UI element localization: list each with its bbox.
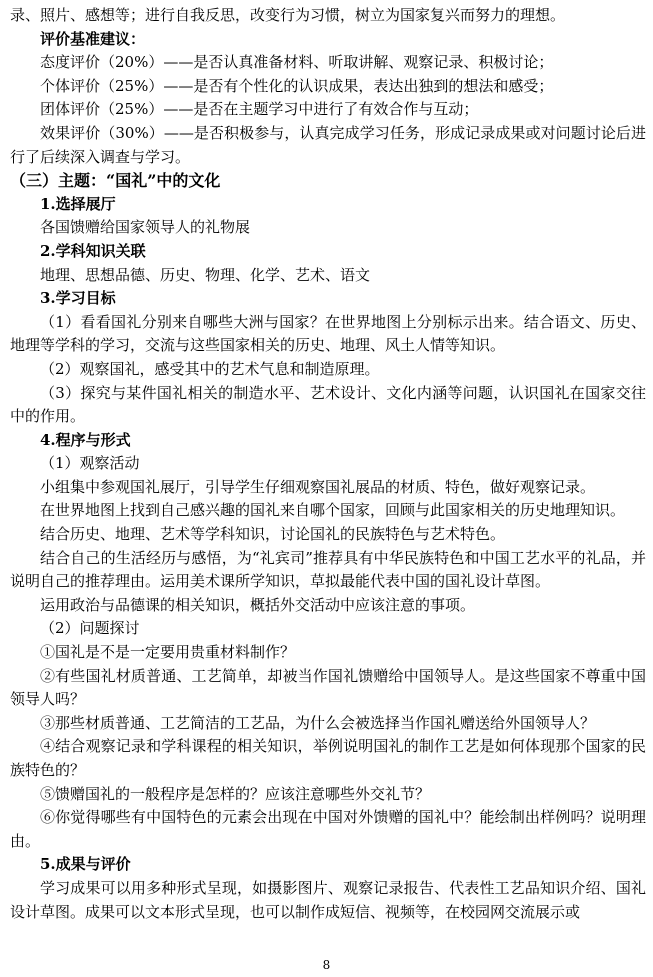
paragraph: （1）观察活动 — [40, 454, 140, 473]
paragraph: 个体评价（25%）——是否有个性化的认识成果，表达出独到的想法和感受； — [40, 76, 554, 95]
paragraph: 录、照片、感想等；进行自我反思，改变行为习惯，树立为国家复兴而努力的理想。 — [10, 6, 566, 24]
paragraph: 态度评价（20%）——是否认真准备材料、听取讲解、观察记录、积极讨论； — [40, 53, 554, 72]
paragraph: 结合自己的生活经历与感悟，为“礼宾司”推荐具有中华民族特色和中国工艺水平的礼品，并说明自己的推荐理由。运用美术课所学知识，草拟最能代表中国的国礼设计草图。 — [10, 548, 646, 591]
paragraph: （2）问题探讨 — [40, 619, 140, 638]
paragraph: ③那些材质普通、工艺简洁的工艺品，为什么会被选择当作国礼赠送给外国领导人？ — [40, 713, 596, 732]
paragraph: 在世界地图上找到自己感兴趣的国礼来自哪个国家，回顾与此国家相关的历史地理知识。 — [40, 501, 626, 520]
paragraph: （1）看看国礼分别来自哪些大洲与国家？在世界地图上分别标示出来。结合语文、历史、地理等学科的学习，交流与这些国家相关的历史、地理、风土人情等知识。 — [10, 312, 646, 355]
paragraph: 各国馈赠给国家领导人的礼物展 — [40, 218, 251, 237]
paragraph: 地理、思想品德、历史、物理、化学、艺术、语文 — [40, 265, 371, 284]
paragraph: （2）观察国礼，感受其中的艺术气息和制造原理。 — [40, 359, 380, 378]
section-heading: 5.成果与评价 — [40, 855, 131, 874]
document-body — [10, 4, 646, 924]
paragraph: 小组集中参观国礼展厅，引导学生仔细观察国礼展品的材质、特色，做好观察记录。 — [40, 477, 596, 496]
paragraph: 结合历史、地理、艺术等学科知识，讨论国礼的民族特色与艺术特色。 — [40, 525, 506, 544]
paragraph: ⑥你觉得哪些有中国特色的元素会出现在中国对外馈赠的国礼中？能绘制出样例吗？说明理由。 — [10, 808, 646, 850]
paragraph: ⑤馈赠国礼的一般程序是怎样的？应该注意哪些外交礼节？ — [40, 784, 431, 803]
section-heading: 评价基准建议： — [40, 29, 146, 48]
section-heading: 4.程序与形式 — [40, 430, 131, 449]
paragraph: ④结合观察记录和学科课程的相关知识，举例说明国礼的制作工艺是如何体现那个国家的民族特色的？ — [10, 737, 646, 779]
paragraph: 效果评价（30%）——是否积极参与，认真完成学习任务，形成记录成果或对问题讨论后进行了后续深入调查与学习。 — [10, 123, 646, 166]
section-heading: 1.选择展厅 — [40, 194, 116, 213]
section-heading: （三）主题：“国礼”中的文化 — [10, 171, 221, 191]
paragraph: （3）探究与某件国礼相关的制造水平、艺术设计、文化内涵等问题，认识国礼在国家交往中的作用。 — [10, 383, 646, 426]
page-number: 8 — [322, 958, 331, 972]
paragraph: ①国礼是不是一定要用贵重材料制作？ — [40, 643, 296, 662]
paragraph: 学习成果可以用多种形式呈现，如摄影图片、观察记录报告、代表性工艺品知识介绍、国礼设计草图。成果可以文本形式呈现，也可以制作成短信、视频等，在校园网交流展示或 — [10, 878, 646, 921]
paragraph: 运用政治与品德课的相关知识，概括外交活动中应该注意的事项。 — [40, 595, 476, 614]
paragraph: ②有些国礼材质普通、工艺简单，却被当作国礼馈赠给中国领导人。是这些国家不尊重中国领导人吗？ — [10, 666, 646, 709]
section-heading: 3.学习目标 — [40, 289, 116, 308]
section-heading: 2.学科知识关联 — [40, 241, 146, 260]
paragraph: 团体评价（25%）——是否在主题学习中进行了有效合作与互动； — [40, 100, 479, 119]
